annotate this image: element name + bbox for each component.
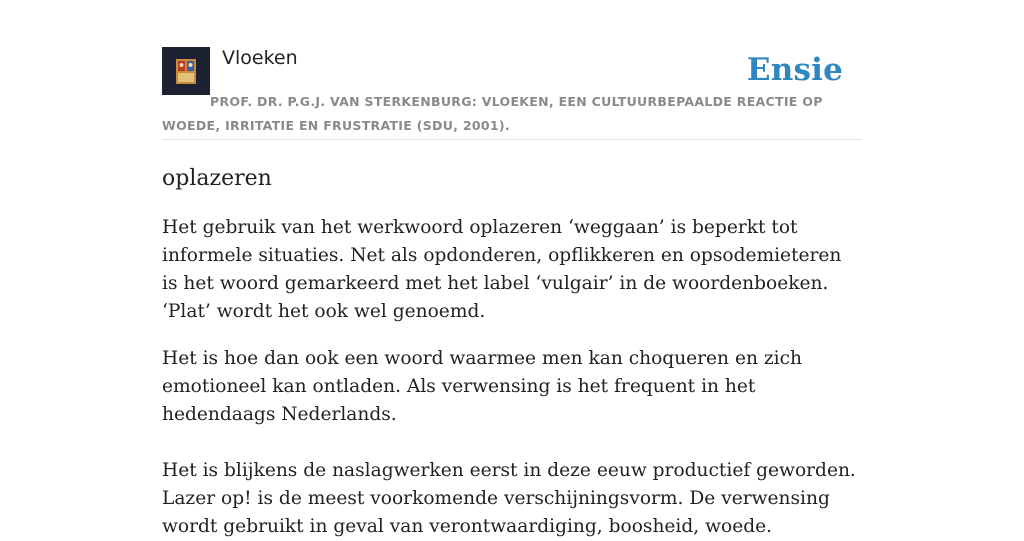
entry-paragraph-2: Het is hoe dan ook een woord waarmee men kan choqueren en zich emotioneel kan ontladen. Als verwensing is het frequent in het hedendaags Nederlands. xyxy=(162,348,802,425)
source-citation: PROF. DR. P.G.J. VAN STERKENBURG: VLOEKEN, EEN CULTUURBEPAALDE REACTIE OP WOEDE, IRRITATIE EN FRUSTRATIE (SDU, 2001). xyxy=(162,94,823,133)
entry-content xyxy=(162,160,862,541)
collection-avatar[interactable] xyxy=(162,47,210,95)
entry-paragraph-1: Het gebruik van het werkwoord oplazeren ‘weggaan’ is beperkt tot informele situaties. Net als opdonderen, opflikkeren en opsodemieteren is het woord gemarkeerd met het label ‘vulgair’ in de woordenboeken. ‘Plat’ wordt het ook wel genoemd. xyxy=(162,217,842,322)
collection-title[interactable]: Vloeken xyxy=(222,47,298,69)
book-cover-image xyxy=(162,47,210,95)
header xyxy=(162,46,862,140)
ensie-logo[interactable]: Ensie xyxy=(746,52,843,88)
entry-title: oplazeren xyxy=(162,166,272,191)
entry-paragraph-3: Het is blijkens de naslagwerken eerst in deze eeuw productief geworden. Lazer op! is de meest voorkomende verschijningsvorm. De verwensing wordt gebruikt in geval van verontwaardiging, boosheid, woede. xyxy=(162,460,856,537)
